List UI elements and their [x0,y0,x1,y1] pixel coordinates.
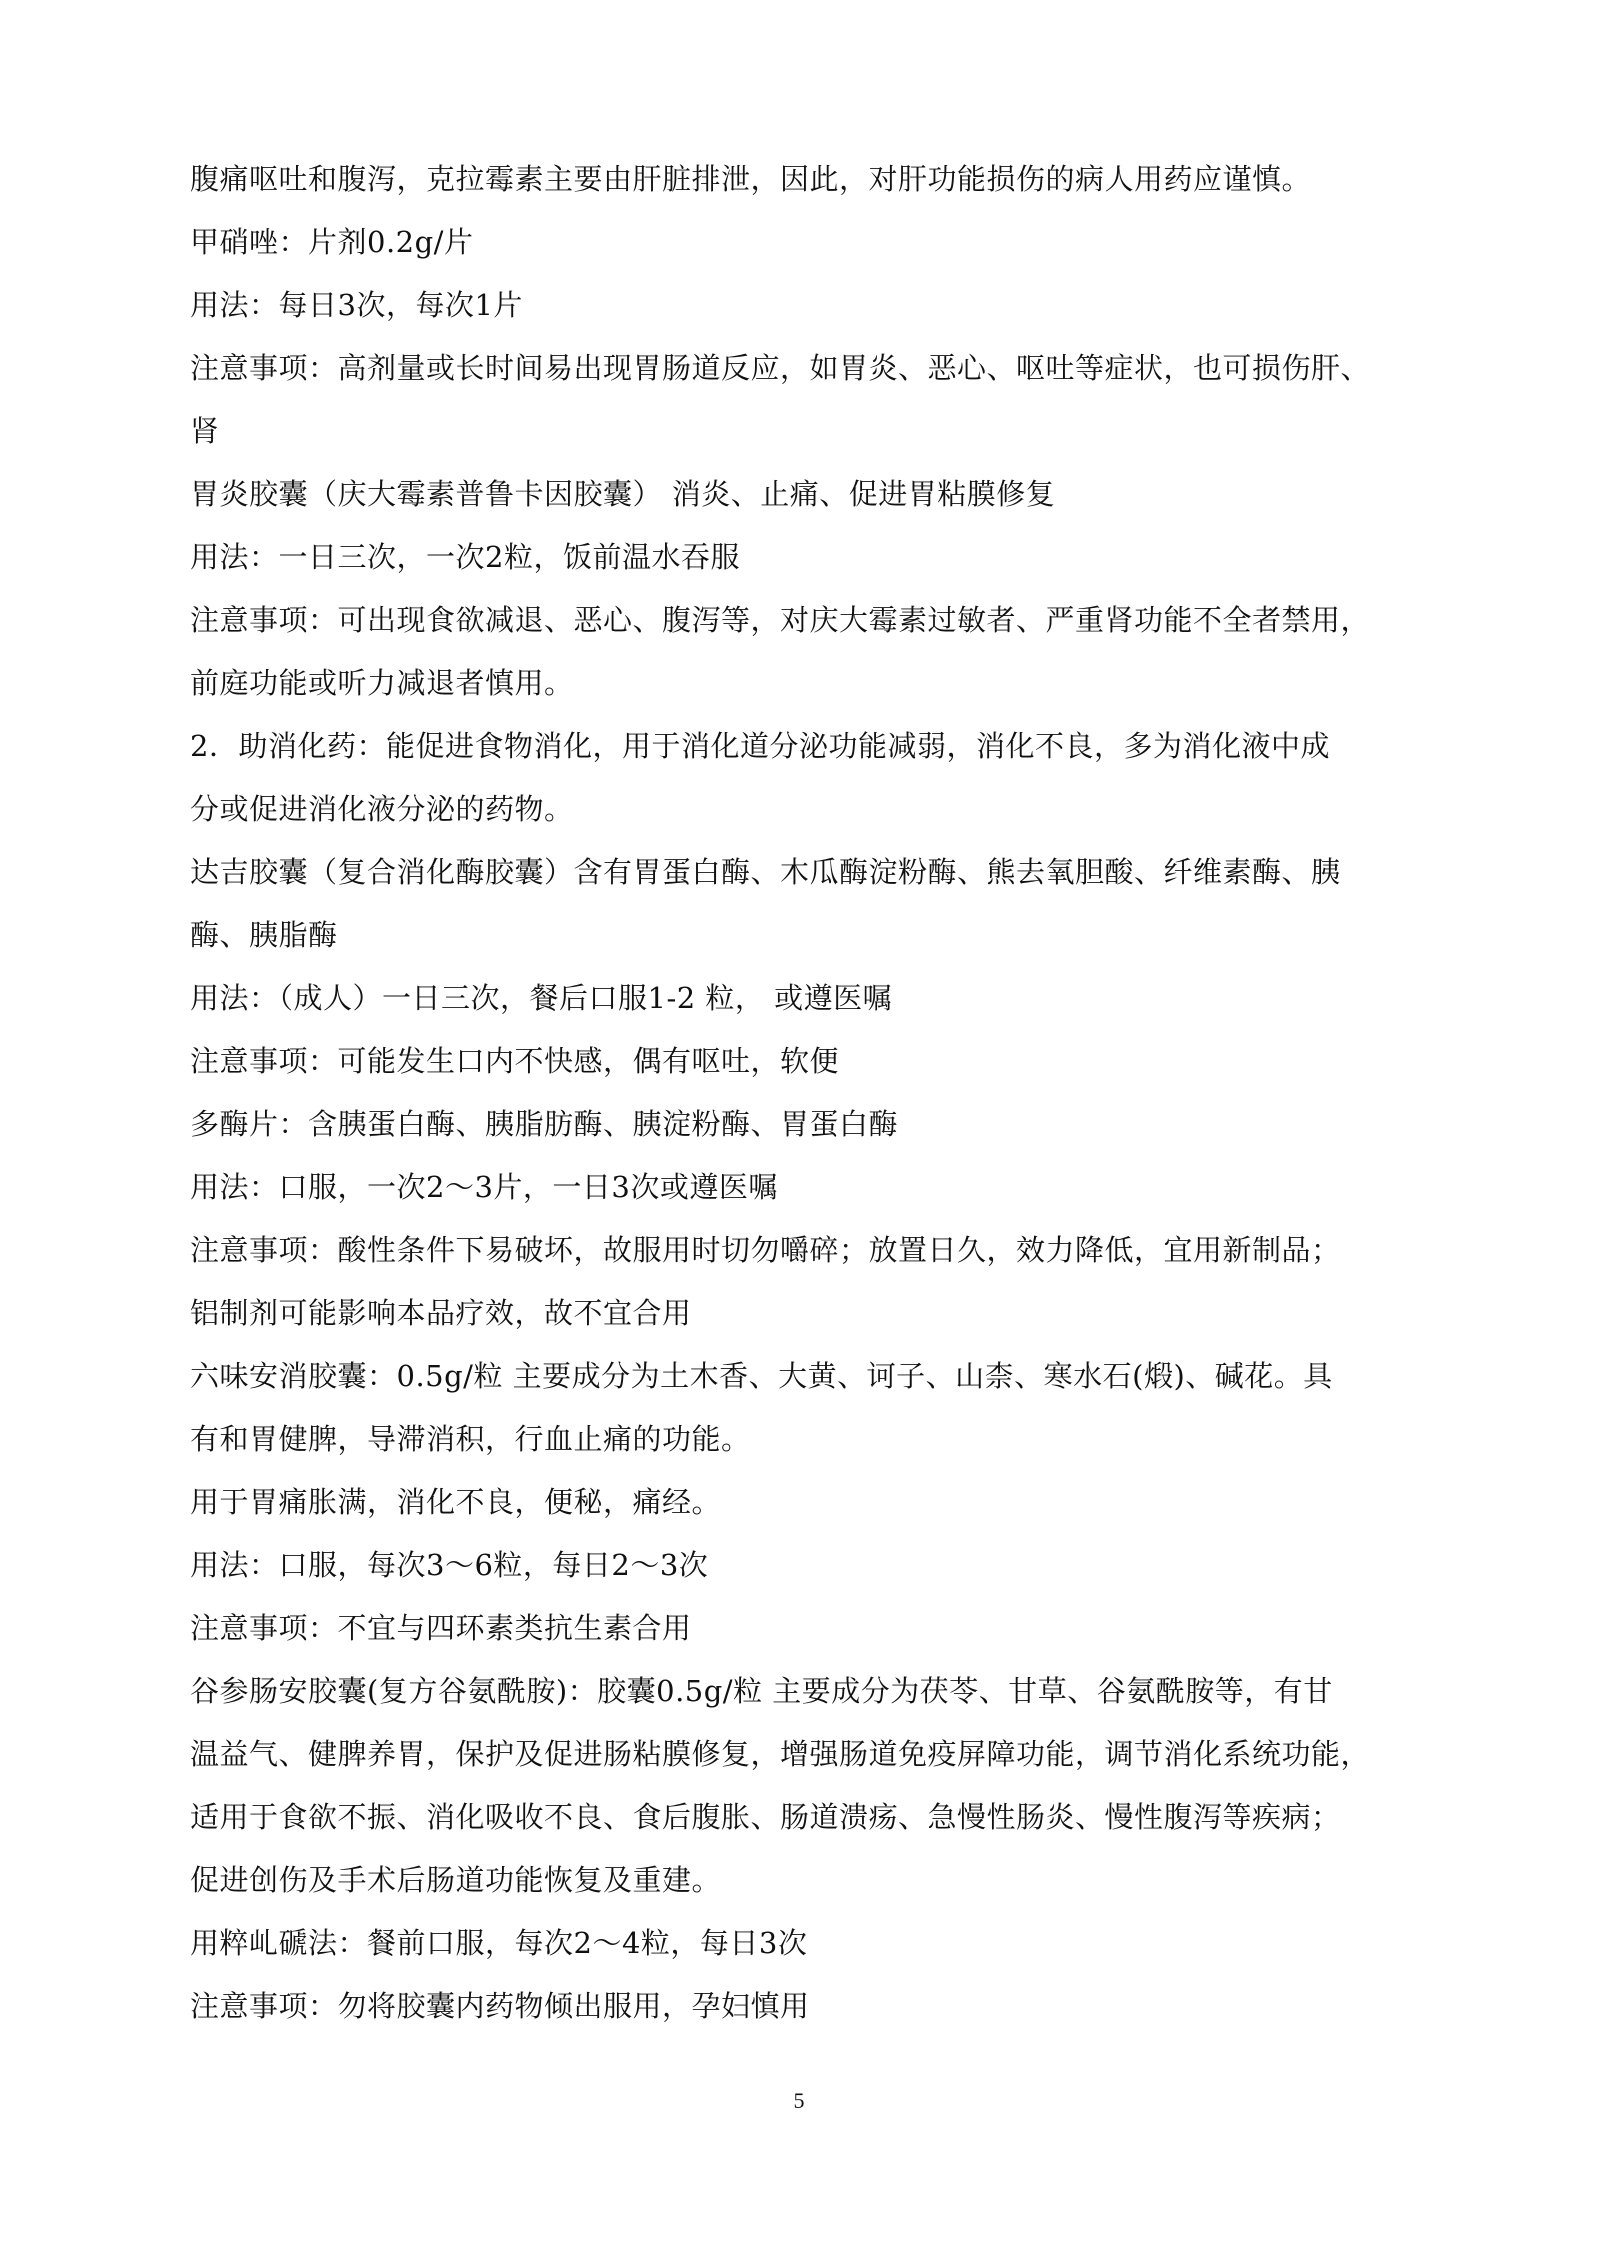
text-line: 促进创伤及手术后肠道功能恢复及重建。 [190,1863,722,1897]
text-line: 胃炎胶囊（庆大霉素普鲁卡因胶囊） 消炎、止痛、促进胃粘膜修复 [190,477,1056,511]
text-line: 有和胃健脾，导滞消积，行血止痛的功能。 [190,1422,751,1456]
text-line: 分或促进消化液分泌的药物。 [190,792,574,826]
body-text [190,148,1440,2038]
text-line: 用法：（成人）一日三次，餐后口服1-2 粒， 或遵医嘱 [190,981,893,1015]
text-line: 用法：口服，一次2～3片，一日3次或遵医嘱 [190,1170,778,1204]
text-line: 注意事项：可出现食欲减退、恶心、腹泻等，对庆大霉素过敏者、严重肾功能不全者禁用， [190,603,1371,637]
text-line: 温益气、健脾养胃，保护及促进肠粘膜修复，增强肠道免疫屏障功能，调节消化系统功能， [190,1737,1371,1771]
text-line: 注意事项：酸性条件下易破坏，故服用时切勿嚼碎；放置日久，效力降低，宜用新制品； [190,1233,1341,1267]
text-line: 谷参肠安胶囊(复方谷氨酰胺)：胶囊0.5g/粒 主要成分为茯苓、甘草、谷氨酰胺等，有甘 [190,1674,1333,1708]
text-line: 达吉胶囊（复合消化酶胶囊）含有胃蛋白酶、木瓜酶淀粉酶、熊去氧胆酸、纤维素酶、胰 [190,855,1341,889]
text-line: 注意事项：勿将胶囊内药物倾出服用，孕妇慎用 [190,1989,810,2023]
text-line: 用粹乢磃法：餐前口服，每次2～4粒，每日3次 [190,1926,808,1960]
page-number: 5 [793,2088,805,2113]
text-line: 2．助消化药：能促进食物消化，用于消化道分泌功能减弱，消化不良，多为消化液中成 [190,729,1330,763]
text-line: 用法：一日三次，一次2粒，饭前温水吞服 [190,540,740,574]
text-line: 酶、胰脂酶 [190,918,338,952]
text-line: 多酶片：含胰蛋白酶、胰脂肪酶、胰淀粉酶、胃蛋白酶 [190,1107,899,1141]
text-line: 六味安消胶囊：0.5g/粒 主要成分为土木香、大黄、诃子、山柰、寒水石(煅)、碱花。具 [190,1359,1333,1393]
text-line: 前庭功能或听力减退者慎用。 [190,666,574,700]
text-line: 铝制剂可能影响本品疗效，故不宜合用 [190,1296,692,1330]
text-line: 注意事项：不宜与四环素类抗生素合用 [190,1611,692,1645]
text-line: 注意事项：可能发生口内不快感，偶有呕吐，软便 [190,1044,840,1078]
text-line: 腹痛呕吐和腹泻，克拉霉素主要由肝脏排泄，因此，对肝功能损伤的病人用药应谨慎。 [190,162,1312,196]
text-line: 用于胃痛胀满，消化不良，便秘，痛经。 [190,1485,722,1519]
text-line: 适用于食欲不振、消化吸收不良、食后腹胀、肠道溃疡、急慢性肠炎、慢性腹泻等疾病； [190,1800,1341,1834]
text-line: 用法：每日3次，每次1片 [190,288,523,322]
text-line: 肾 [190,414,220,448]
text-line: 用法：口服，每次3～6粒，每日2～3次 [190,1548,709,1582]
text-line: 注意事项：高剂量或长时间易出现胃肠道反应，如胃炎、恶心、呕吐等症状，也可损伤肝、 [190,351,1371,385]
text-line: 甲硝唑：片剂0.2g/片 [190,225,474,259]
